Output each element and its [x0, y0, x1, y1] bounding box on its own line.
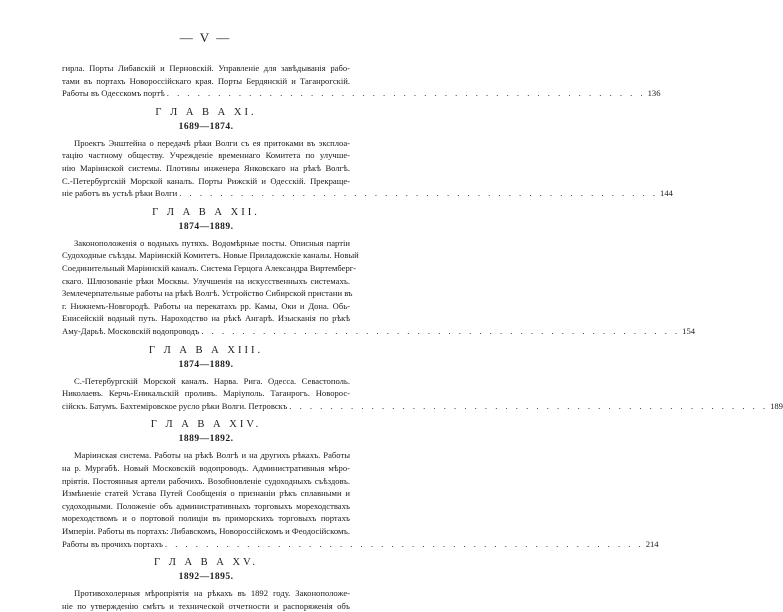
entry-line: С.-Петербургскій Морской каналъ. Порты Рижскій и Одесскій. Прекраще- [62, 175, 350, 186]
entry-last-text: Работы въ Одесскомъ портѣ [62, 88, 165, 99]
leader-dots: . . . . . . . . . . . . . . . . . . . . . . . . . . . . . . . . . . . . . . . . . . . . . . . [179, 188, 659, 199]
toc-entry [62, 237, 696, 338]
chapter-heading: Г Л А В А XII. [152, 206, 260, 218]
chapter-years: 1889—1892. [178, 434, 234, 445]
page-number: 144 [660, 188, 673, 199]
entry-last-line [62, 538, 659, 551]
entry-last-line [62, 187, 673, 200]
toc-entry [62, 137, 673, 200]
toc-entry [62, 587, 350, 612]
entry-line: С.-Петербургскій Морской каналъ. Нарва. Рига. Одесса. Севастополь. [74, 375, 350, 386]
entry-last-line [62, 87, 661, 100]
entry-line: нію Маріинской системы. Плотины инженера Янковскаго на рѣкѣ Волгѣ. [62, 162, 350, 173]
entry-last-line [62, 325, 696, 338]
entry-line: тами въ портахъ Новороссійскаго края. Порты Бердянскій и Таганрогскій. [62, 75, 350, 86]
entry-line: Маріинская система. Работы на рѣкѣ Волгѣ и на другихъ рѣкахъ. Работы [74, 450, 350, 461]
entry-line: гирла. Порты Либавскій и Перновскій. Управленіе для завѣдыванія рабо- [62, 63, 350, 73]
entry-line: Имперіи. Работы въ портахъ: Либавскомъ, Новороссійскомъ и Феодосійскомъ. [62, 525, 350, 536]
entry-line: ніе по утвержденію смѣтъ и технической отчетности и распоряженія объ [62, 600, 350, 611]
entry-last-text: сійскъ. Батумъ. Бахтеміровское русло рѣки Волги. Петровскъ [62, 400, 288, 411]
entry-last-text: ніе работъ въ устьѣ рѣки Волги [62, 188, 178, 199]
leader-dots: . . . . . . . . . . . . . . . . . . . . . . . . . . . . . . . . . . . . . . . . . . . . . . . [164, 538, 644, 549]
entry-line: тацію частному обществу. Учрежденіе временнаго Комитета по улучше- [62, 150, 350, 161]
chapter-heading: Г Л А В А XI. [155, 106, 257, 118]
toc-entry [62, 449, 659, 550]
entry-line: Судоходные съѣзды. Маріинскій Комитетъ. Новые Приладожскіе каналы. Новый [62, 250, 359, 261]
leader-dots: . . . . . . . . . . . . . . . . . . . . . . . . . . . . . . . . . . . . . . . . . . . . . . . [289, 400, 769, 411]
chapter-heading: Г Л А В А XIV. [150, 419, 262, 431]
entry-line: судоходными. Положеніе объ административныхъ торговыхъ мореходствахъ [62, 500, 350, 511]
toc-entry [62, 375, 783, 413]
entry-last-text: Аму-Дарьѣ. Московскій водопроводъ [62, 325, 200, 336]
entry-line: пріятія. Постоянныя артели рабочихъ. Возобновленіе судоходныхъ съѣздовъ. [62, 475, 350, 486]
entry-line: Законоположенія о водныхъ путяхъ. Водомѣрные посты. Описныя партіи [74, 237, 350, 248]
page-folio: — V — [179, 30, 232, 45]
chapter-heading: Г Л А В А XV. [154, 557, 258, 569]
chapter-years: 1892—1895. [178, 572, 234, 583]
entry-line: Николаевъ. Керчь-Еникальскій проливъ. Маріуполь. Таганрогъ. Новорос- [62, 388, 350, 399]
entry-line: Противохолерныя мѣропріятія на рѣкахъ въ 1892 году. Законоположе- [74, 588, 350, 599]
entry-last-text: Работы въ прочихъ портахъ [62, 538, 163, 549]
entry-line: Измѣненіе статей Устава Путей Сообщенія о признаніи рѣкъ сплавными и [62, 488, 350, 499]
page-number: 136 [647, 88, 661, 99]
chapter-years: 1874—1889. [178, 359, 234, 370]
entry-line: г. Нижнемъ-Новгородѣ. Работы на перекатахъ рр. Камы, Оки и Дона. Обь- [62, 300, 350, 311]
leader-dots: . . . . . . . . . . . . . . . . . . . . . . . . . . . . . . . . . . . . . . . . . . . . . . . [201, 325, 681, 336]
page-number: 189 [770, 400, 783, 411]
entry-line: Проектъ Энштейна о передачѣ рѣки Волги съ ея притоками въ эксплоа- [74, 137, 350, 148]
entry-line: Соединительный Маріинскій каналъ. Система Герцога Александра Виртемберг- [62, 262, 357, 273]
page-number: 214 [645, 538, 659, 549]
chapter-heading: Г Л А В А XIII. [148, 344, 264, 356]
chapter-years: 1874—1889. [178, 221, 234, 232]
entry-last-line [62, 400, 783, 413]
toc-entry-continued [62, 62, 661, 100]
entry-line: скаго. Шлюзованіе рѣки Москвы. Улучшенія на искусственныхъ системахъ. [62, 275, 350, 286]
entry-line: мореходствомъ и о портовой полиціи въ приморскихъ торговыхъ портахъ [62, 513, 350, 524]
page-number: 154 [682, 325, 696, 336]
chapter-years: 1689—1874. [178, 121, 234, 132]
entry-line: на р. Мургабѣ. Новый Московскій водопроводъ. Административныя мѣро- [62, 462, 350, 473]
entry-line: Землечерпательные работы на рѣкѣ Волгѣ. Устройство Сибирской пристани въ [62, 288, 353, 299]
entry-line: Енисейскій водный путь. Нароходство на рѣкѣ Ангарѣ. Изысканія по рѣкѣ [62, 313, 350, 324]
leader-dots: . . . . . . . . . . . . . . . . . . . . . . . . . . . . . . . . . . . . . . . . . . . . . . . [166, 88, 646, 99]
